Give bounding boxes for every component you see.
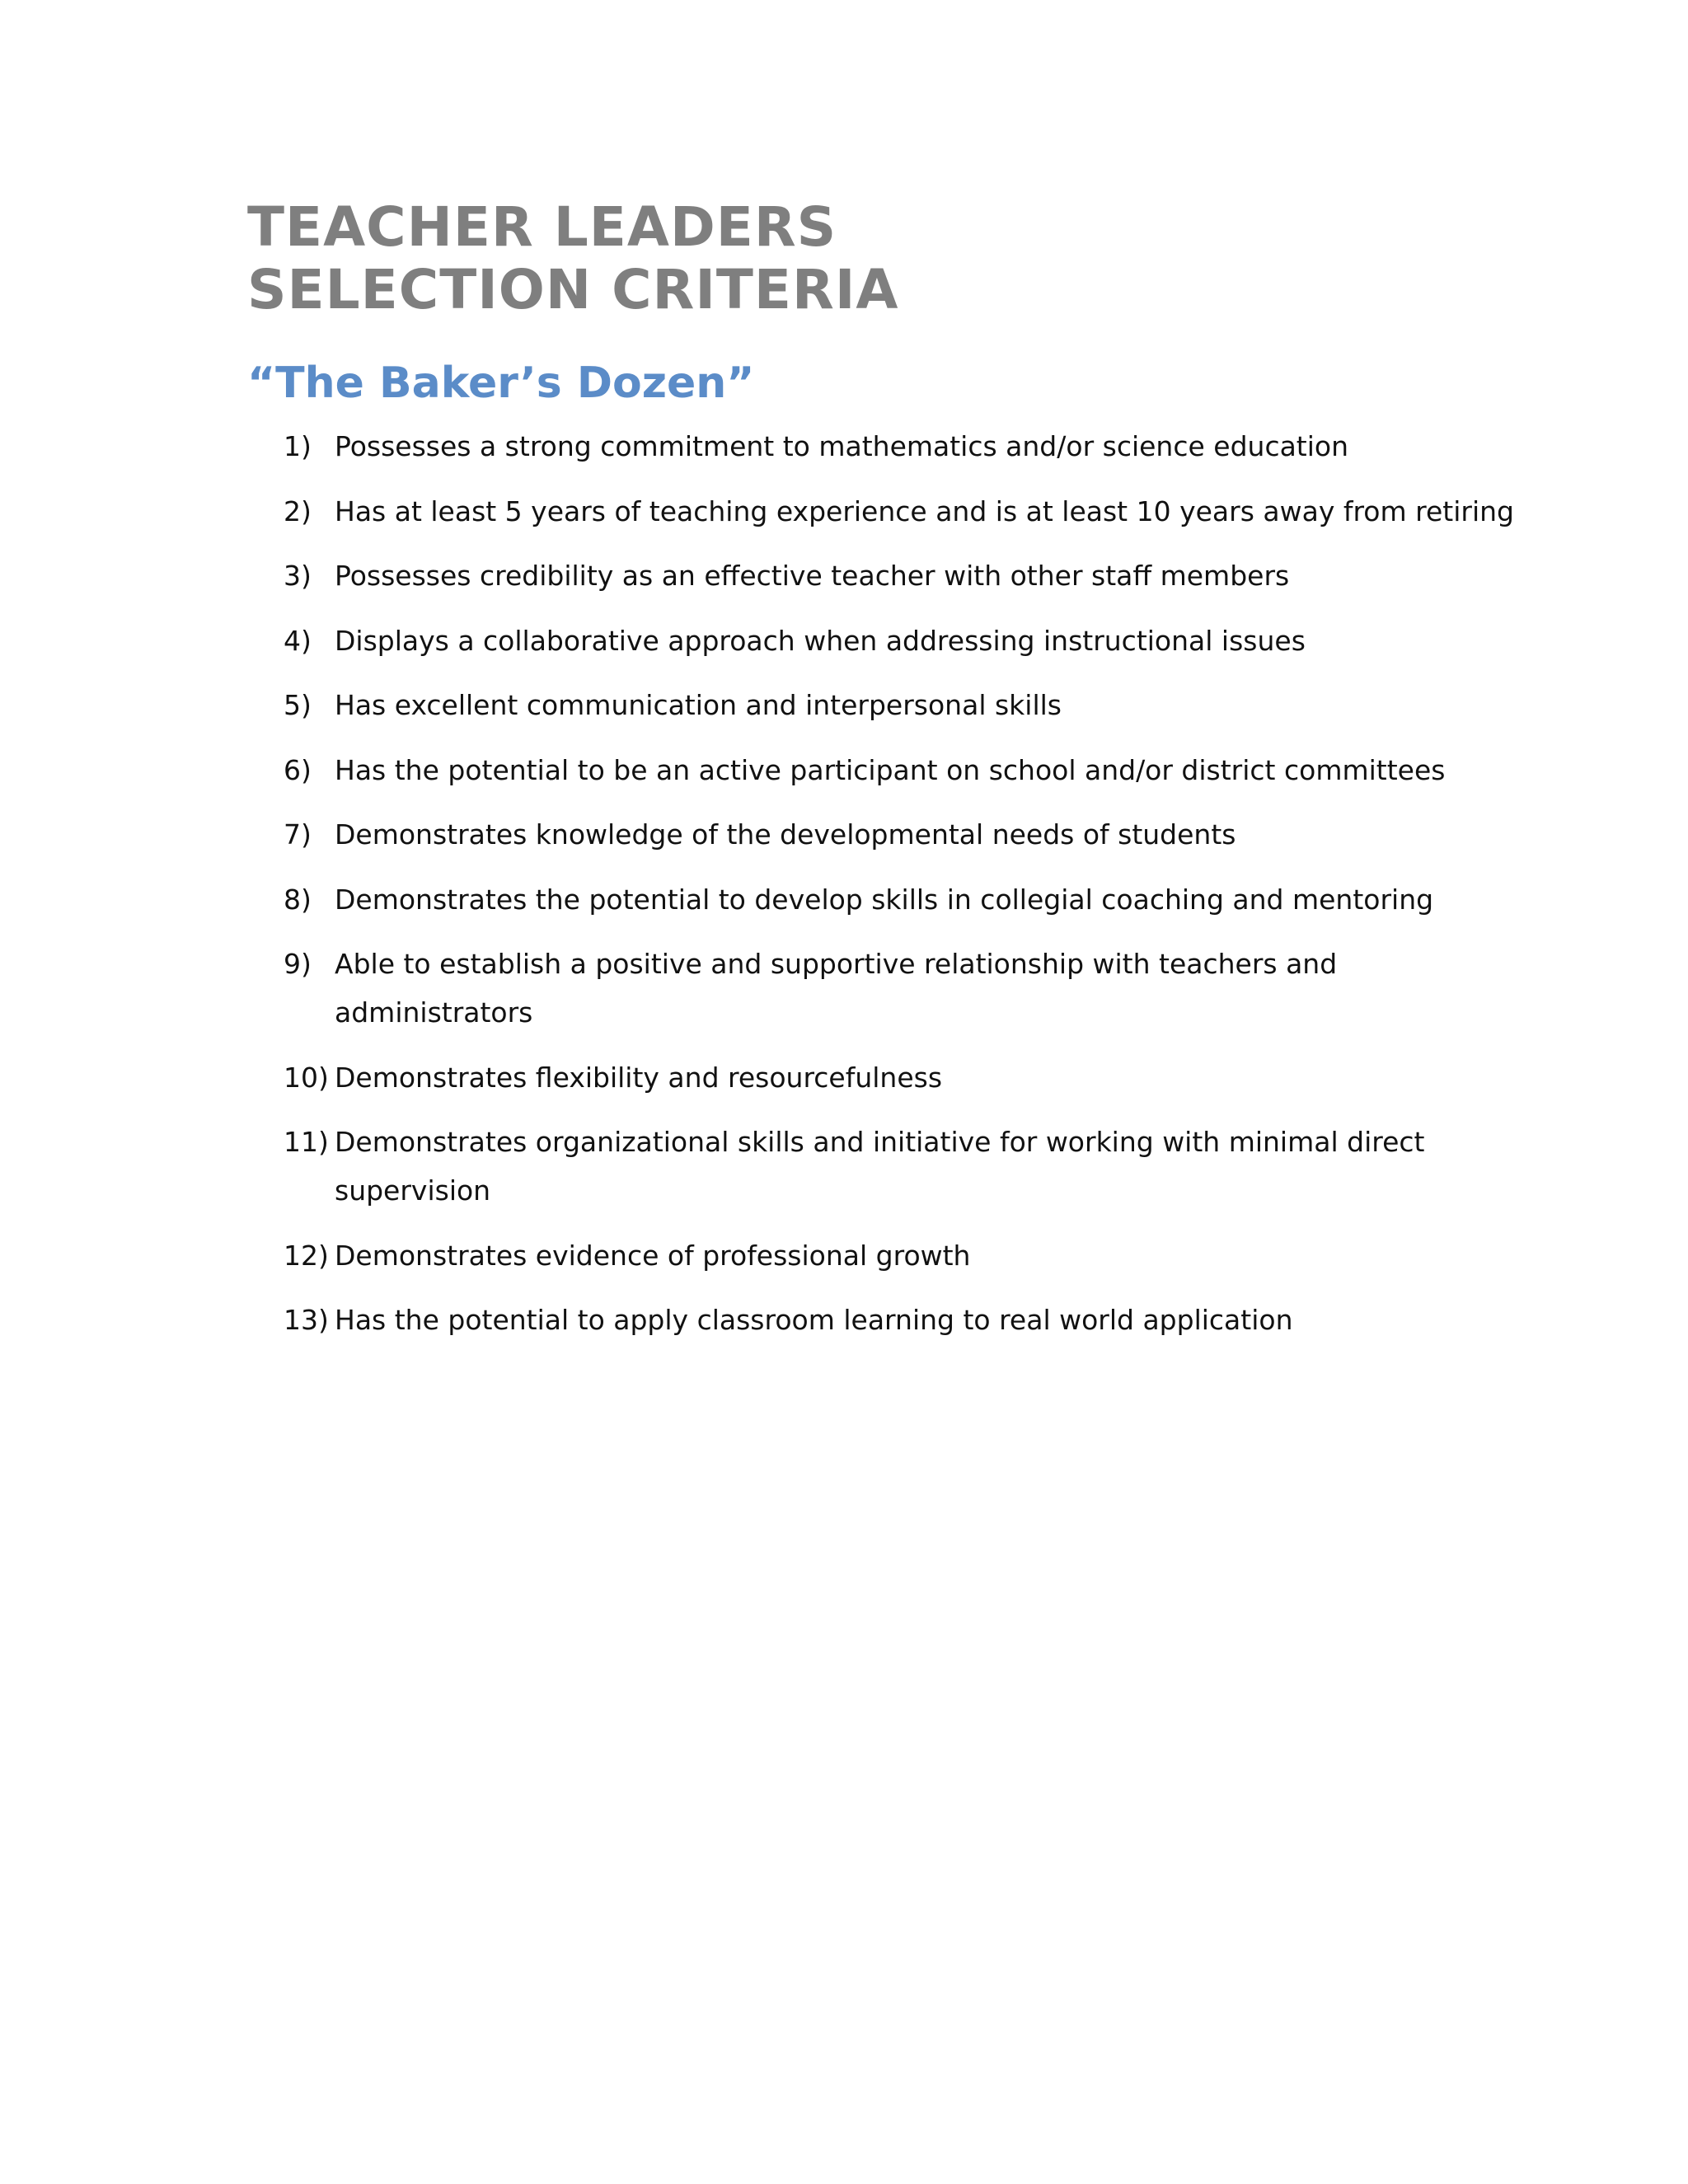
criteria-text: Possesses credibility as an effective teacher with other staff members — [335, 560, 1290, 592]
criteria-number: 8) — [284, 883, 312, 916]
criteria-number: 7) — [284, 818, 312, 851]
criteria-item-12 — [284, 1231, 1520, 1280]
criteria-text: Demonstrates knowledge of the developmental needs of students — [335, 818, 1236, 851]
criteria-item-13 — [284, 1296, 1520, 1344]
criteria-number: 3) — [284, 560, 312, 592]
criteria-number: 10) — [284, 1061, 329, 1094]
criteria-item-8 — [284, 875, 1520, 924]
criteria-item-10 — [284, 1053, 1520, 1102]
criteria-item-2 — [284, 487, 1520, 536]
criteria-text: Displays a collaborative approach when addressing instructional issues — [335, 624, 1306, 657]
criteria-number: 9) — [284, 948, 312, 980]
criteria-item-7 — [284, 810, 1520, 859]
page-subtitle: “The Baker’s Dozen” — [247, 359, 755, 408]
criteria-item-4 — [284, 616, 1520, 665]
criteria-item-5 — [284, 681, 1520, 729]
criteria-item-6 — [284, 746, 1520, 794]
criteria-text: Demonstrates evidence of professional growth — [335, 1239, 971, 1272]
criteria-number: 4) — [284, 624, 312, 657]
criteria-item-11 — [284, 1118, 1520, 1215]
criteria-number: 11) — [284, 1126, 329, 1158]
criteria-number: 13) — [284, 1304, 329, 1336]
criteria-list — [284, 422, 1520, 1361]
criteria-text: Demonstrates flexibility and resourcefulness — [335, 1061, 943, 1094]
criteria-text: Has at least 5 years of teaching experience and is at least 10 years away from retiring — [335, 494, 1514, 527]
criteria-text: Has excellent communication and interpersonal skills — [335, 689, 1062, 721]
criteria-number: 2) — [284, 494, 312, 527]
criteria-item-1 — [284, 422, 1520, 471]
criteria-text: Able to establish a positive and supportive relationship with teachers and administrators — [335, 948, 1338, 1029]
criteria-number: 6) — [284, 753, 312, 786]
criteria-number: 5) — [284, 689, 312, 721]
criteria-text: Has the potential to apply classroom learning to real world application — [335, 1304, 1293, 1336]
page-title — [247, 196, 898, 321]
criteria-text: Demonstrates organizational skills and initiative for working with minimal direct supervision — [335, 1126, 1425, 1207]
criteria-item-3 — [284, 551, 1520, 600]
title-line-2: SELECTION CRITERIA — [247, 258, 899, 321]
criteria-item-9 — [284, 940, 1520, 1037]
criteria-number: 12) — [284, 1239, 329, 1272]
criteria-text: Has the potential to be an active participant on school and/or district committees — [335, 753, 1446, 786]
criteria-number: 1) — [284, 430, 312, 462]
criteria-text: Demonstrates the potential to develop skills in collegial coaching and mentoring — [335, 883, 1434, 916]
criteria-text: Possesses a strong commitment to mathematics and/or science education — [335, 430, 1349, 462]
title-line-1: TEACHER LEADERS — [247, 195, 837, 259]
